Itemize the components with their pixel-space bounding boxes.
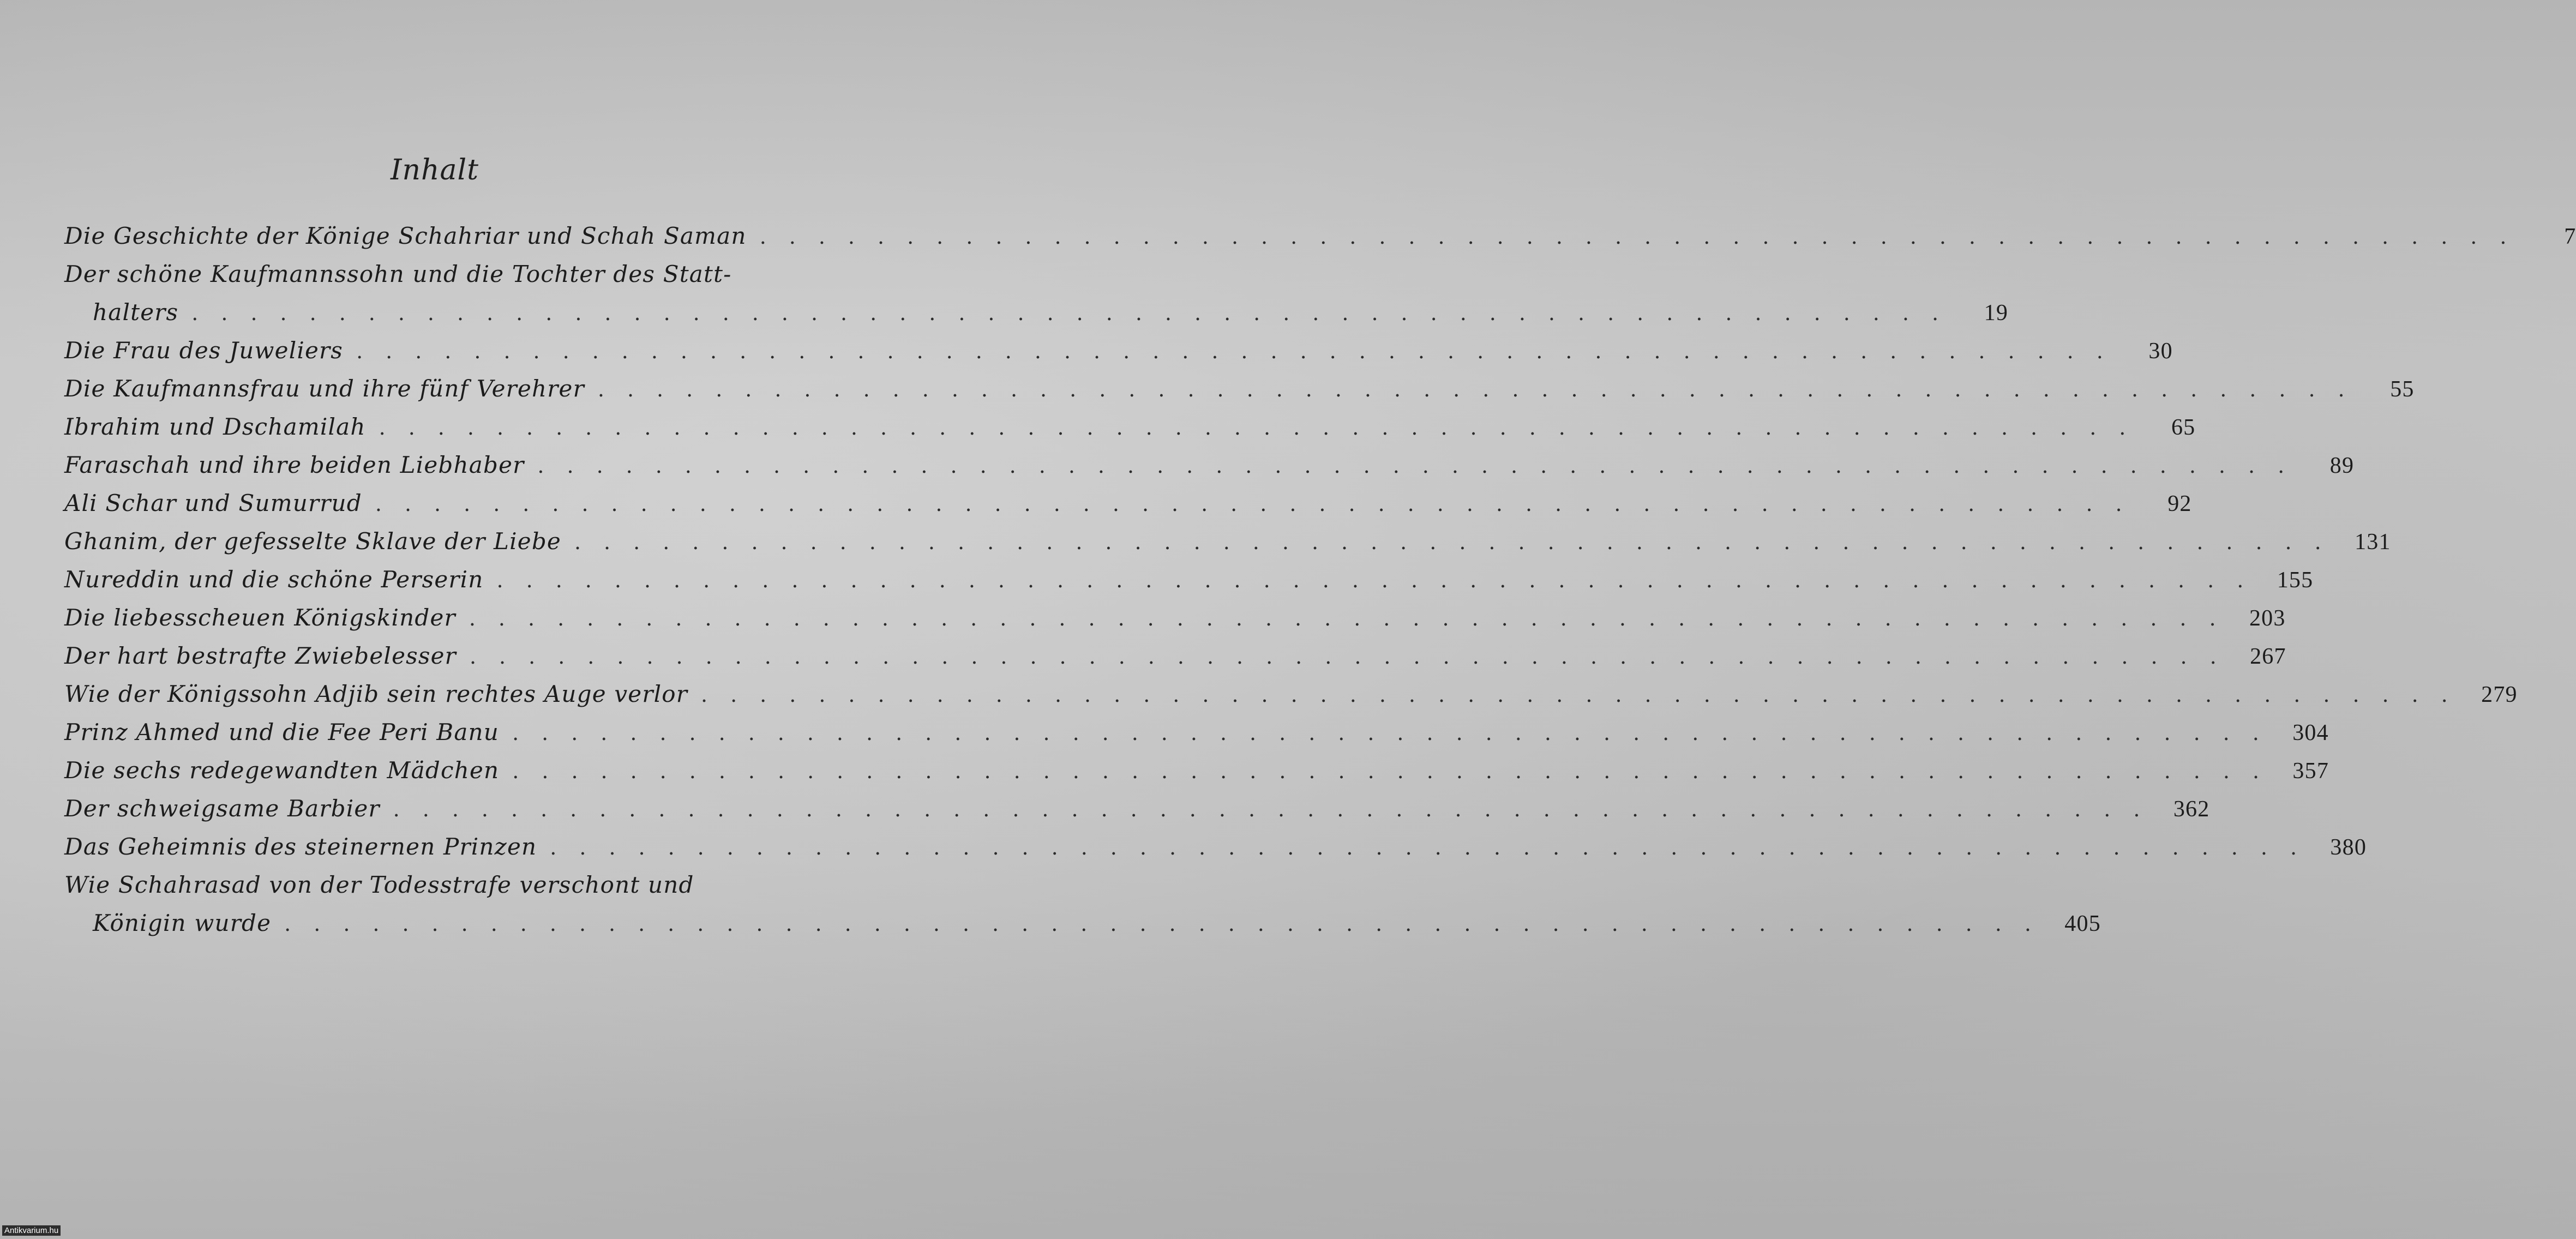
toc-entry-title: Nureddin und die schöne Perserin [64,566,484,593]
toc-entry [64,757,2329,795]
toc-entry-page: 19 [1984,300,2009,326]
toc-entry-page: 357 [2292,759,2329,784]
toc-entry-page: 380 [2330,835,2367,860]
toc-entry-page: 304 [2292,720,2329,745]
toc-entry [64,413,2196,452]
toc-entry [64,833,2367,871]
dot-leader: ............................................................ [379,416,2149,440]
dot-leader: ............................................................ [512,721,2282,745]
dot-leader: ............................................................ [356,339,2126,363]
dot-leader: ............................................................ [375,492,2145,516]
dot-leader: ............................................................ [512,759,2283,783]
dot-leader: ............................................................ [191,301,1962,325]
toc-entry [64,719,2329,757]
toc-entry-title: Der schweigsame Barbier [64,795,380,822]
toc-entry-page: 55 [2390,377,2415,402]
toc-entry-title-cont: Königin wurde [93,910,272,936]
dot-leader: ............................................................ [701,683,2471,707]
toc-entry-title-cont: halters [93,299,179,326]
toc-entry-page: 7 [2564,224,2576,249]
toc-entry-page: 279 [2481,682,2518,707]
toc-entry-title: Die Kaufmannsfrau und ihre fünf Verehrer [64,375,585,402]
toc-entry [64,261,802,299]
dot-leader: ............................................................ [550,835,2320,859]
dot-leader: ............................................................ [393,797,2163,821]
table-of-contents [64,222,2576,948]
dot-leader: ............................................................ [469,606,2239,630]
toc-entry [64,681,2518,719]
toc-entry-title: Die liebesscheuen Königskinder [64,604,456,631]
toc-entry-page: 30 [2148,339,2173,364]
dot-leader: ............................................................ [469,645,2239,669]
toc-entry-page: 405 [2064,911,2101,936]
toc-entry [64,490,2192,528]
toc-entry-continuation [64,910,2101,948]
toc-entry [64,452,2355,490]
dot-leader: ............................................................ [574,530,2344,554]
toc-entry-page: 203 [2249,606,2286,631]
toc-entry-title: Ibrahim und Dschamilah [64,413,366,440]
toc-entry [64,222,2576,261]
toc-entry-title: Faraschah und ihre beiden Liebhaber [64,452,525,478]
toc-entry-page: 89 [2329,453,2355,478]
toc-entry-title: Das Geheimnis des steinernen Prinzen [64,833,537,860]
toc-entry-page: 92 [2167,491,2192,516]
toc-entry-title: Ghanim, der gefesselte Sklave der Liebe [64,528,561,555]
toc-entry-page: 155 [2277,568,2314,593]
toc-entry-page: 131 [2355,530,2391,555]
dot-leader: ............................................................ [597,377,2368,401]
toc-entry-title: Prinz Ahmed und die Fee Peri Banu [64,719,500,745]
dot-leader: ............................................................ [759,225,2530,249]
toc-entry-title: Die sechs redegewandten Mädchen [64,757,500,784]
toc-entry-continuation [64,299,2009,337]
toc-entry-page: 267 [2250,644,2286,669]
toc-entry-title: Ali Schar und Sumurrud [64,490,362,516]
toc-entry-page: 362 [2173,797,2210,822]
toc-entry [64,375,2415,413]
toc-entry-page: 65 [2171,415,2196,440]
toc-entry [64,528,2391,566]
toc-entry [64,795,2210,833]
toc-entry [64,642,2286,681]
toc-entry-title: Die Frau des Juweliers [64,337,344,364]
dot-leader: ............................................................ [284,912,2054,936]
toc-entry [64,566,2314,604]
toc-entry [64,871,802,910]
toc-entry-title: Der schöne Kaufmannssohn und die Tochter des Statt- [64,261,732,287]
toc-entry [64,337,2173,375]
toc-entry-title: Der hart bestrafte Zwiebelesser [64,642,457,669]
toc-entry [64,604,2286,642]
dot-leader: ............................................................ [496,568,2267,592]
toc-entry-title: Wie Schahrasad von der Todesstrafe verschont und [64,871,694,898]
page-title: Inhalt [390,154,479,187]
watermark: Antikvarium.hu [2,1225,61,1236]
dot-leader: ............................................................ [537,454,2308,478]
toc-entry-title: Die Geschichte der Könige Schahriar und Schah Saman [64,222,747,249]
toc-entry-title: Wie der Königssohn Adjib sein rechtes Auge verlor [64,681,688,707]
